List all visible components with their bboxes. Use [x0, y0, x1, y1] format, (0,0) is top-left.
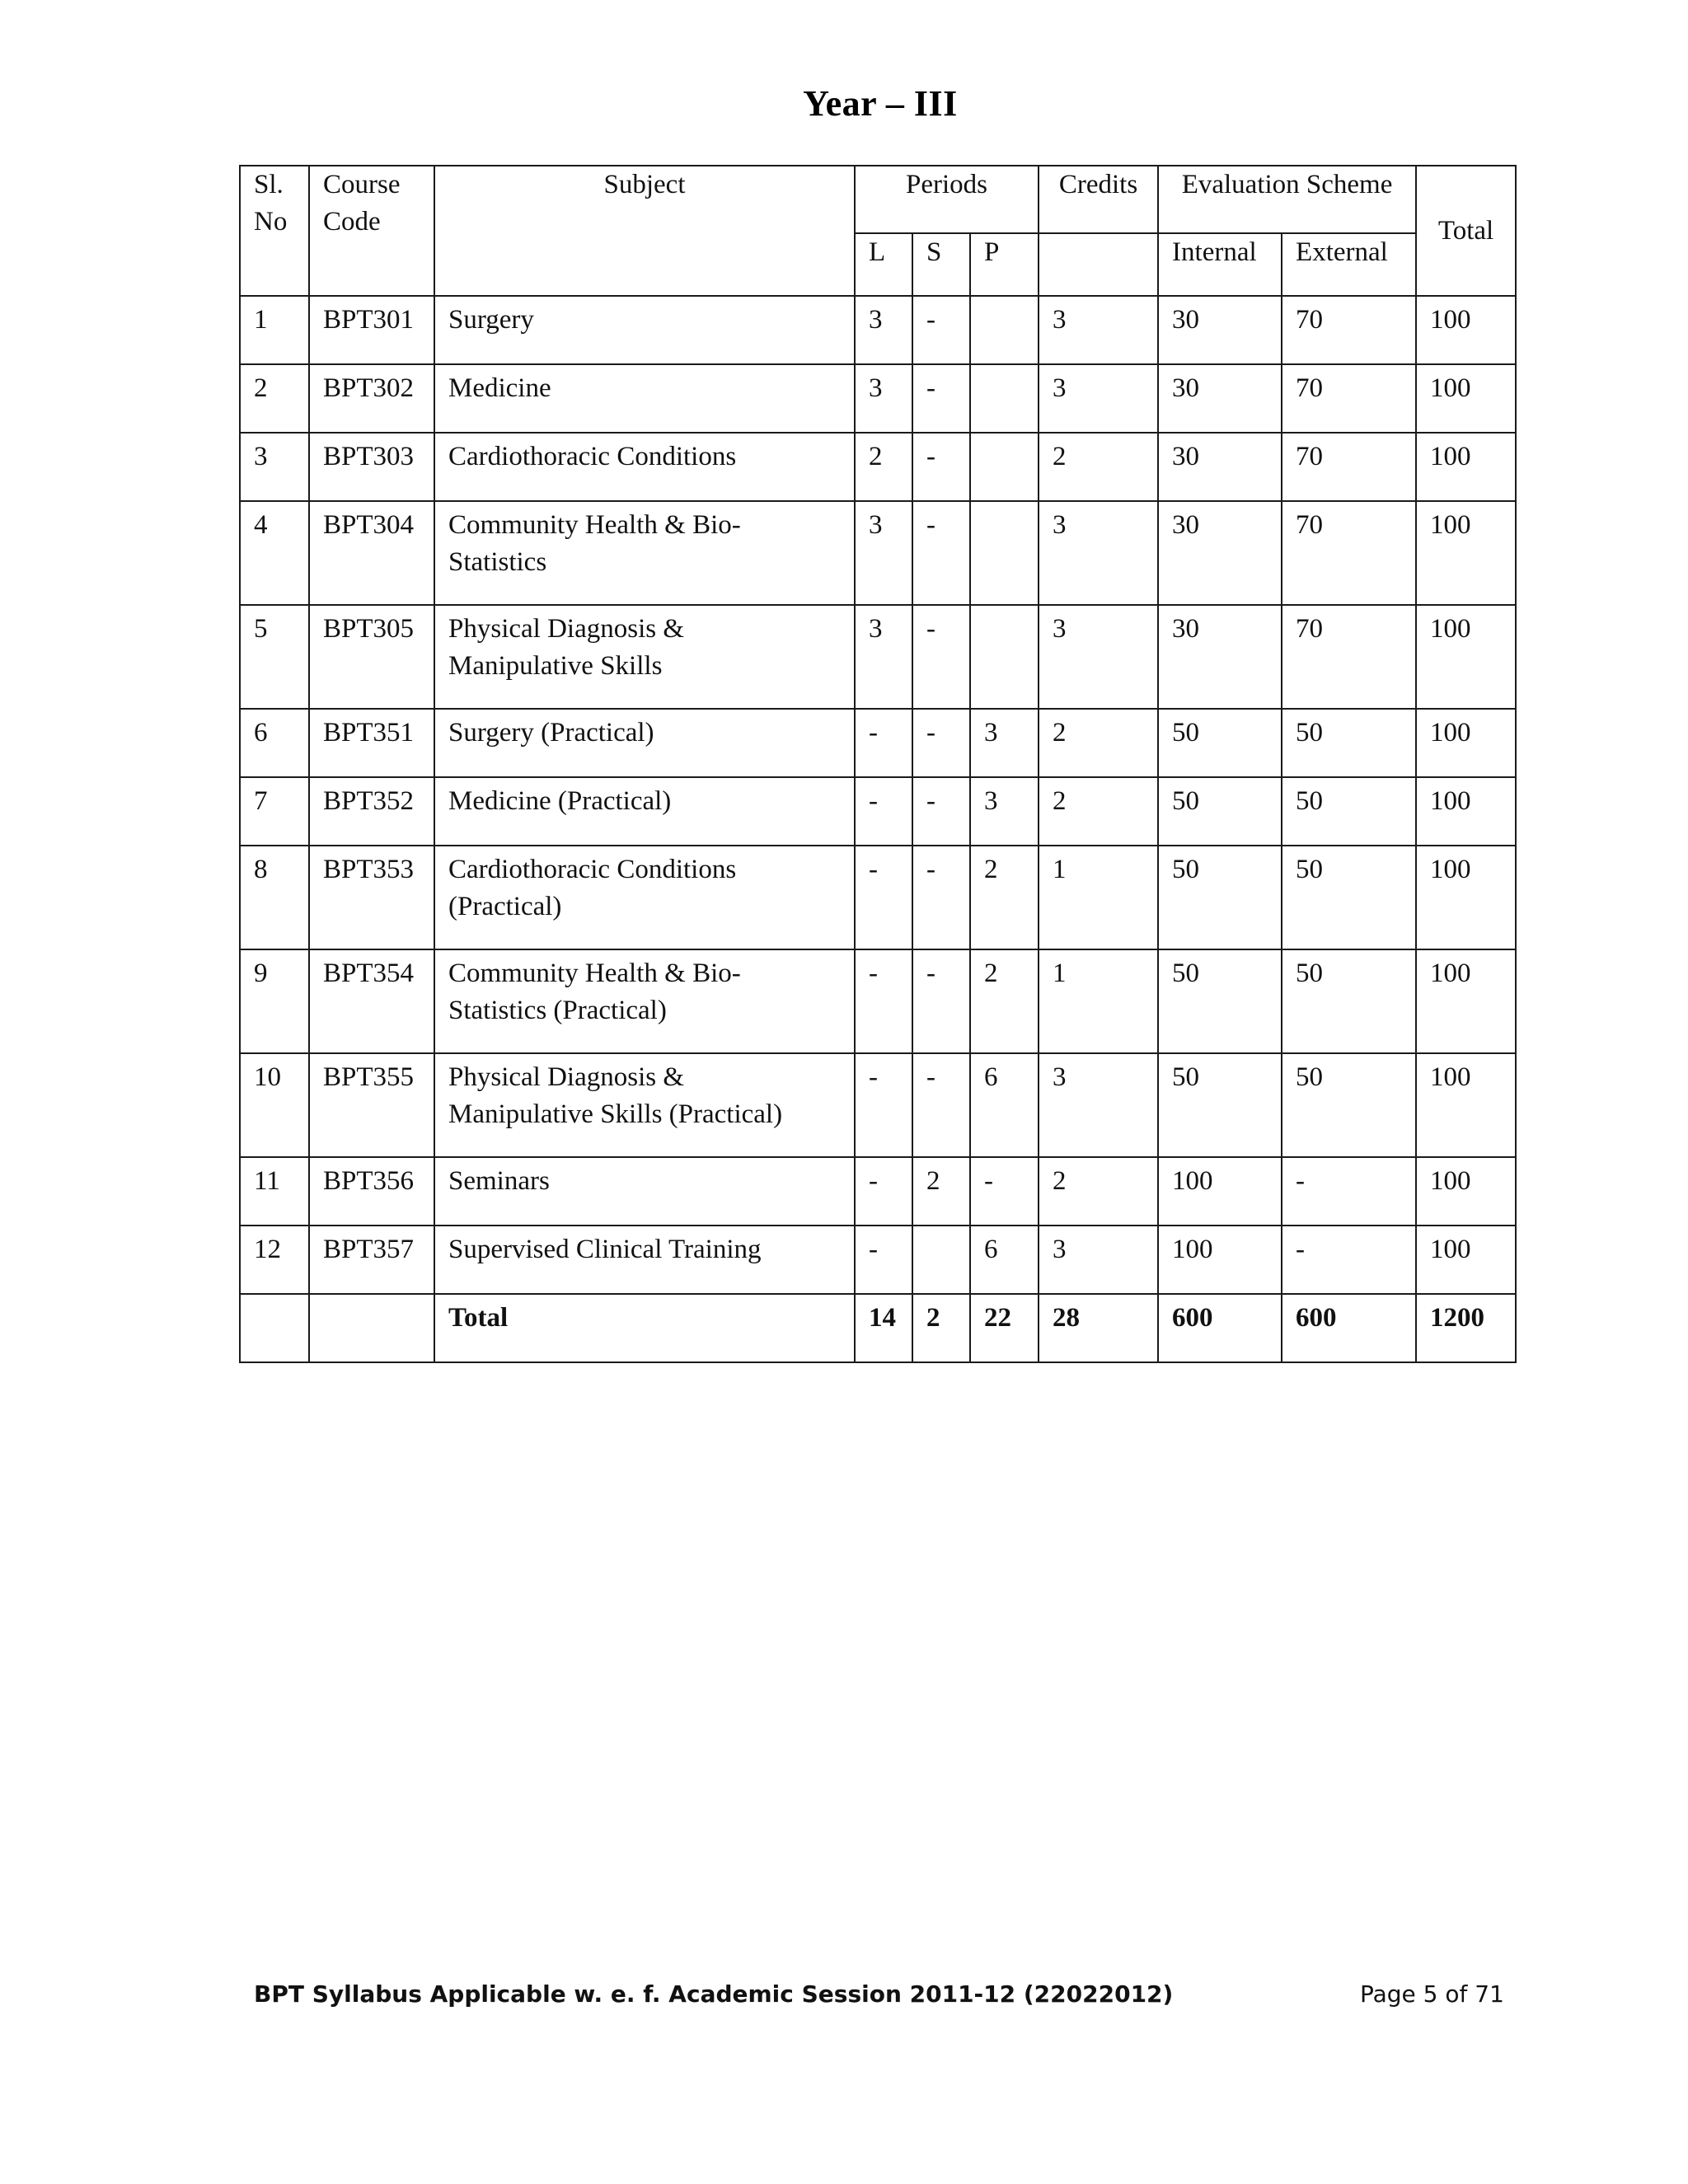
- table-row: [240, 501, 1516, 605]
- subject-cell: [434, 949, 855, 1053]
- sl-no-cell: 4: [240, 501, 309, 605]
- header-sl-no: [240, 166, 309, 296]
- external-cell: -: [1282, 1157, 1416, 1226]
- sl-no-cell: 3: [240, 433, 309, 501]
- p-cell: 3: [970, 709, 1039, 777]
- totals-internal: 600: [1158, 1294, 1282, 1362]
- subject-cell: [434, 709, 855, 777]
- subject-line: Cardiothoracic Conditions: [448, 442, 737, 471]
- course-code-cell: BPT353: [309, 846, 434, 949]
- header-course-code-label: Course Code: [323, 170, 401, 237]
- sl-no-cell: 9: [240, 949, 309, 1053]
- external-cell: 70: [1282, 296, 1416, 364]
- subject-line: Physical Diagnosis &: [448, 614, 684, 644]
- p-cell: [970, 501, 1039, 605]
- s-cell: -: [912, 364, 970, 433]
- totals-label: Total: [434, 1294, 855, 1362]
- course-code-cell: BPT301: [309, 296, 434, 364]
- table-row: [240, 846, 1516, 949]
- course-code-cell: BPT355: [309, 1053, 434, 1157]
- sl-no-cell: 2: [240, 364, 309, 433]
- subject-line: Supervised Clinical Training: [448, 1235, 762, 1264]
- internal-cell: 100: [1158, 1226, 1282, 1294]
- header-credits: Credits: [1039, 166, 1158, 233]
- subject-cell: [434, 1053, 855, 1157]
- header-credits-blank: [1039, 233, 1158, 296]
- credits-cell: 3: [1039, 1053, 1158, 1157]
- external-cell: 70: [1282, 605, 1416, 709]
- course-code-cell: BPT356: [309, 1157, 434, 1226]
- table-row: [240, 605, 1516, 709]
- sl-no-cell: 1: [240, 296, 309, 364]
- internal-cell: 30: [1158, 501, 1282, 605]
- table-row: [240, 364, 1516, 433]
- totals-l: 14: [855, 1294, 912, 1362]
- subject-line: Statistics: [448, 547, 547, 577]
- credits-cell: 3: [1039, 364, 1158, 433]
- p-cell: [970, 296, 1039, 364]
- l-cell: -: [855, 1053, 912, 1157]
- internal-cell: 100: [1158, 1157, 1282, 1226]
- total-cell: 100: [1416, 296, 1516, 364]
- totals-total: 1200: [1416, 1294, 1516, 1362]
- total-cell: 100: [1416, 1226, 1516, 1294]
- l-cell: 3: [855, 605, 912, 709]
- internal-cell: 50: [1158, 709, 1282, 777]
- s-cell: 2: [912, 1157, 970, 1226]
- sl-no-cell: 8: [240, 846, 309, 949]
- p-cell: 2: [970, 846, 1039, 949]
- total-cell: 100: [1416, 501, 1516, 605]
- page-title: Year – III: [803, 83, 958, 124]
- subject-line: Surgery (Practical): [448, 718, 654, 748]
- table-row: [240, 709, 1516, 777]
- header-sl-no-label: Sl. No: [254, 170, 288, 237]
- l-cell: 3: [855, 364, 912, 433]
- totals-code-blank: [309, 1294, 434, 1362]
- table-row: [240, 777, 1516, 846]
- subject-line: Cardiothoracic Conditions: [448, 855, 737, 884]
- header-total: Total: [1416, 166, 1516, 296]
- internal-cell: 50: [1158, 777, 1282, 846]
- external-cell: 70: [1282, 364, 1416, 433]
- subject-line: Seminars: [448, 1166, 550, 1196]
- total-cell: 100: [1416, 846, 1516, 949]
- totals-s: 2: [912, 1294, 970, 1362]
- footer-page-number: Page 5 of 71: [1360, 1980, 1504, 2008]
- sl-no-cell: 6: [240, 709, 309, 777]
- header-course-code: [309, 166, 434, 296]
- internal-cell: 50: [1158, 1053, 1282, 1157]
- credits-cell: 3: [1039, 605, 1158, 709]
- internal-cell: 50: [1158, 846, 1282, 949]
- s-cell: -: [912, 296, 970, 364]
- external-cell: 50: [1282, 846, 1416, 949]
- internal-cell: 50: [1158, 949, 1282, 1053]
- totals-sl-blank: [240, 1294, 309, 1362]
- totals-p: 22: [970, 1294, 1039, 1362]
- s-cell: -: [912, 605, 970, 709]
- credits-cell: 1: [1039, 949, 1158, 1053]
- credits-cell: 1: [1039, 846, 1158, 949]
- subject-cell: [434, 296, 855, 364]
- external-cell: 50: [1282, 777, 1416, 846]
- s-cell: -: [912, 777, 970, 846]
- l-cell: -: [855, 846, 912, 949]
- totals-row: [240, 1294, 1516, 1362]
- sl-no-cell: 10: [240, 1053, 309, 1157]
- header-external: External: [1282, 233, 1416, 296]
- credits-cell: 2: [1039, 777, 1158, 846]
- course-code-cell: BPT351: [309, 709, 434, 777]
- header-s: S: [912, 233, 970, 296]
- total-cell: 100: [1416, 433, 1516, 501]
- s-cell: -: [912, 949, 970, 1053]
- p-cell: [970, 364, 1039, 433]
- table-body: [240, 296, 1516, 1362]
- subject-cell: [434, 1226, 855, 1294]
- subject-cell: [434, 364, 855, 433]
- l-cell: 3: [855, 501, 912, 605]
- credits-cell: 3: [1039, 501, 1158, 605]
- l-cell: -: [855, 1226, 912, 1294]
- total-cell: 100: [1416, 1157, 1516, 1226]
- total-cell: 100: [1416, 949, 1516, 1053]
- header-subject: Subject: [434, 166, 855, 296]
- credits-cell: 3: [1039, 296, 1158, 364]
- p-cell: -: [970, 1157, 1039, 1226]
- external-cell: -: [1282, 1226, 1416, 1294]
- table-row: [240, 1226, 1516, 1294]
- course-code-cell: BPT302: [309, 364, 434, 433]
- header-internal: Internal: [1158, 233, 1282, 296]
- total-cell: 100: [1416, 709, 1516, 777]
- total-cell: 100: [1416, 364, 1516, 433]
- s-cell: [912, 1226, 970, 1294]
- credits-cell: 2: [1039, 1157, 1158, 1226]
- header-p: P: [970, 233, 1039, 296]
- table-row: [240, 1157, 1516, 1226]
- p-cell: 6: [970, 1053, 1039, 1157]
- course-code-cell: BPT354: [309, 949, 434, 1053]
- internal-cell: 30: [1158, 605, 1282, 709]
- subject-cell: [434, 1157, 855, 1226]
- course-code-cell: BPT303: [309, 433, 434, 501]
- course-code-cell: BPT305: [309, 605, 434, 709]
- table-row: [240, 949, 1516, 1053]
- p-cell: 3: [970, 777, 1039, 846]
- subject-line: Physical Diagnosis &: [448, 1062, 684, 1092]
- s-cell: -: [912, 709, 970, 777]
- header-row: [240, 166, 1516, 233]
- sl-no-cell: 12: [240, 1226, 309, 1294]
- l-cell: 3: [855, 296, 912, 364]
- s-cell: -: [912, 846, 970, 949]
- header-periods: Periods: [855, 166, 1039, 233]
- footer-syllabus-note: BPT Syllabus Applicable w. e. f. Academic Session 2011-12 (22022012): [254, 1980, 1174, 2008]
- sl-no-cell: 7: [240, 777, 309, 846]
- s-cell: -: [912, 1053, 970, 1157]
- totals-credits: 28: [1039, 1294, 1158, 1362]
- subject-line: (Practical): [448, 892, 562, 921]
- internal-cell: 30: [1158, 433, 1282, 501]
- subject-cell: [434, 501, 855, 605]
- l-cell: -: [855, 709, 912, 777]
- external-cell: 70: [1282, 501, 1416, 605]
- totals-external: 600: [1282, 1294, 1416, 1362]
- subject-line: Medicine: [448, 373, 551, 403]
- subject-line: Medicine (Practical): [448, 786, 672, 816]
- course-code-cell: BPT357: [309, 1226, 434, 1294]
- total-cell: 100: [1416, 777, 1516, 846]
- syllabus-table: [239, 165, 1517, 1363]
- header-evaluation-scheme: Evaluation Scheme: [1158, 166, 1416, 233]
- table-row: [240, 433, 1516, 501]
- credits-cell: 2: [1039, 433, 1158, 501]
- total-cell: 100: [1416, 1053, 1516, 1157]
- subject-cell: [434, 605, 855, 709]
- total-cell: 100: [1416, 605, 1516, 709]
- credits-cell: 2: [1039, 709, 1158, 777]
- s-cell: -: [912, 501, 970, 605]
- internal-cell: 30: [1158, 296, 1282, 364]
- l-cell: -: [855, 1157, 912, 1226]
- subject-cell: [434, 777, 855, 846]
- header-l: L: [855, 233, 912, 296]
- p-cell: 2: [970, 949, 1039, 1053]
- p-cell: [970, 433, 1039, 501]
- external-cell: 50: [1282, 949, 1416, 1053]
- subject-line: Statistics (Practical): [448, 996, 667, 1025]
- subject-line: Community Health & Bio-: [448, 958, 741, 988]
- l-cell: 2: [855, 433, 912, 501]
- table-row: [240, 296, 1516, 364]
- subject-line: Manipulative Skills: [448, 651, 663, 681]
- s-cell: -: [912, 433, 970, 501]
- credits-cell: 3: [1039, 1226, 1158, 1294]
- external-cell: 50: [1282, 709, 1416, 777]
- subject-line: Manipulative Skills (Practical): [448, 1099, 783, 1129]
- l-cell: -: [855, 777, 912, 846]
- p-cell: [970, 605, 1039, 709]
- subject-line: Surgery: [448, 305, 534, 335]
- subject-cell: [434, 846, 855, 949]
- p-cell: 6: [970, 1226, 1039, 1294]
- subject-line: Community Health & Bio-: [448, 510, 741, 540]
- table-row: [240, 1053, 1516, 1157]
- course-code-cell: BPT304: [309, 501, 434, 605]
- sl-no-cell: 11: [240, 1157, 309, 1226]
- sl-no-cell: 5: [240, 605, 309, 709]
- course-code-cell: BPT352: [309, 777, 434, 846]
- l-cell: -: [855, 949, 912, 1053]
- external-cell: 50: [1282, 1053, 1416, 1157]
- external-cell: 70: [1282, 433, 1416, 501]
- internal-cell: 30: [1158, 364, 1282, 433]
- subject-cell: [434, 433, 855, 501]
